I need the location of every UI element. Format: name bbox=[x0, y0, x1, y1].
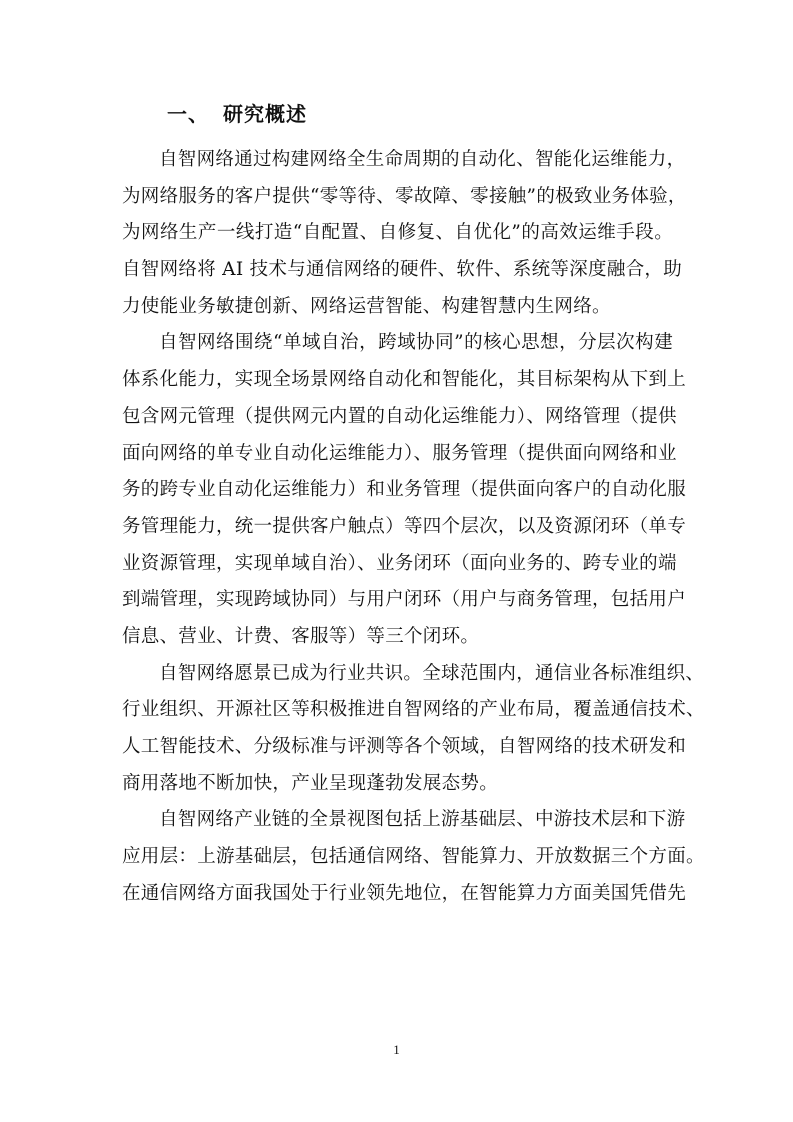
text-line: 行业组织、开源社区等积极推进自智网络的产业布局，覆盖通信技术、 bbox=[122, 699, 705, 721]
section-title: 研究概述 bbox=[223, 102, 307, 126]
paragraph bbox=[122, 325, 687, 655]
section-heading bbox=[167, 100, 307, 128]
text-line: 自智网络通过构建网络全生命周期的自动化、智能化运维能力， bbox=[159, 149, 686, 170]
paragraph bbox=[122, 142, 687, 325]
page-number: 1 bbox=[393, 1042, 400, 1057]
text-line: 为网络服务的客户提供“零等待、零故障、零接触”的极致业务体验， bbox=[122, 185, 687, 207]
text-line: 业资源管理，实现单域自治）、业务闭环（面向业务的、跨专业的端 bbox=[122, 552, 677, 574]
text-line: 在通信网络方面我国处于行业领先地位，在智能算力方面美国凭借先 bbox=[122, 882, 687, 904]
text-line: 务的跨专业自动化运维能力）和业务管理（提供面向客户的自动化服 bbox=[122, 479, 687, 501]
text-line: 体系化能力，实现全场景网络自动化和智能化，其目标架构从下到上 bbox=[122, 369, 687, 391]
text-line: 力使能业务敏捷创新、网络运营智能、构建智慧内生网络。 bbox=[122, 295, 611, 317]
text-line: 到端管理，实现跨域协同）与用户闭环（用户与商务管理，包括用户 bbox=[122, 589, 687, 611]
section-number: 一、 bbox=[167, 102, 209, 126]
text-line: 包含网元管理（提供网元内置的自动化运维能力）、网络管理（提供 bbox=[122, 405, 677, 427]
text-line: 自智网络产业链的全景视图包括上游基础层、中游技术层和下游 bbox=[159, 809, 686, 831]
text-line: 应用层：上游基础层，包括通信网络、智能算力、开放数据三个方面。 bbox=[122, 846, 705, 868]
paragraph bbox=[122, 802, 705, 912]
text-line: 务管理能力，统一提供客户触点）等四个层次，以及资源闭环（单专 bbox=[122, 515, 687, 537]
text-line: 自智网络将 AI 技术与通信网络的硬件、软件、系统等深度融合，助 bbox=[122, 259, 683, 281]
text-line: 信息、营业、计费、客服等）等三个闭环。 bbox=[122, 625, 480, 647]
text-line: 人工智能技术、分级标准与评测等各个领域，自智网络的技术研发和 bbox=[122, 736, 687, 757]
text-line: 自智网络围绕“单域自治，跨域协同”的核心思想，分层次构建 bbox=[159, 332, 673, 354]
text-line: 自智网络愿景已成为行业共识。全球范围内，通信业各标准组织、 bbox=[159, 662, 705, 684]
paragraph bbox=[122, 656, 705, 803]
text-line: 商用落地不断加快，产业呈现蓬勃发展态势。 bbox=[122, 772, 499, 794]
body-text bbox=[122, 142, 705, 912]
text-line: 面向网络的单专业自动化运维能力）、服务管理（提供面向网络和业 bbox=[122, 442, 677, 464]
text-line: 为网络生产一线打造“自配置、自修复、自优化”的高效运维手段。 bbox=[122, 222, 673, 244]
